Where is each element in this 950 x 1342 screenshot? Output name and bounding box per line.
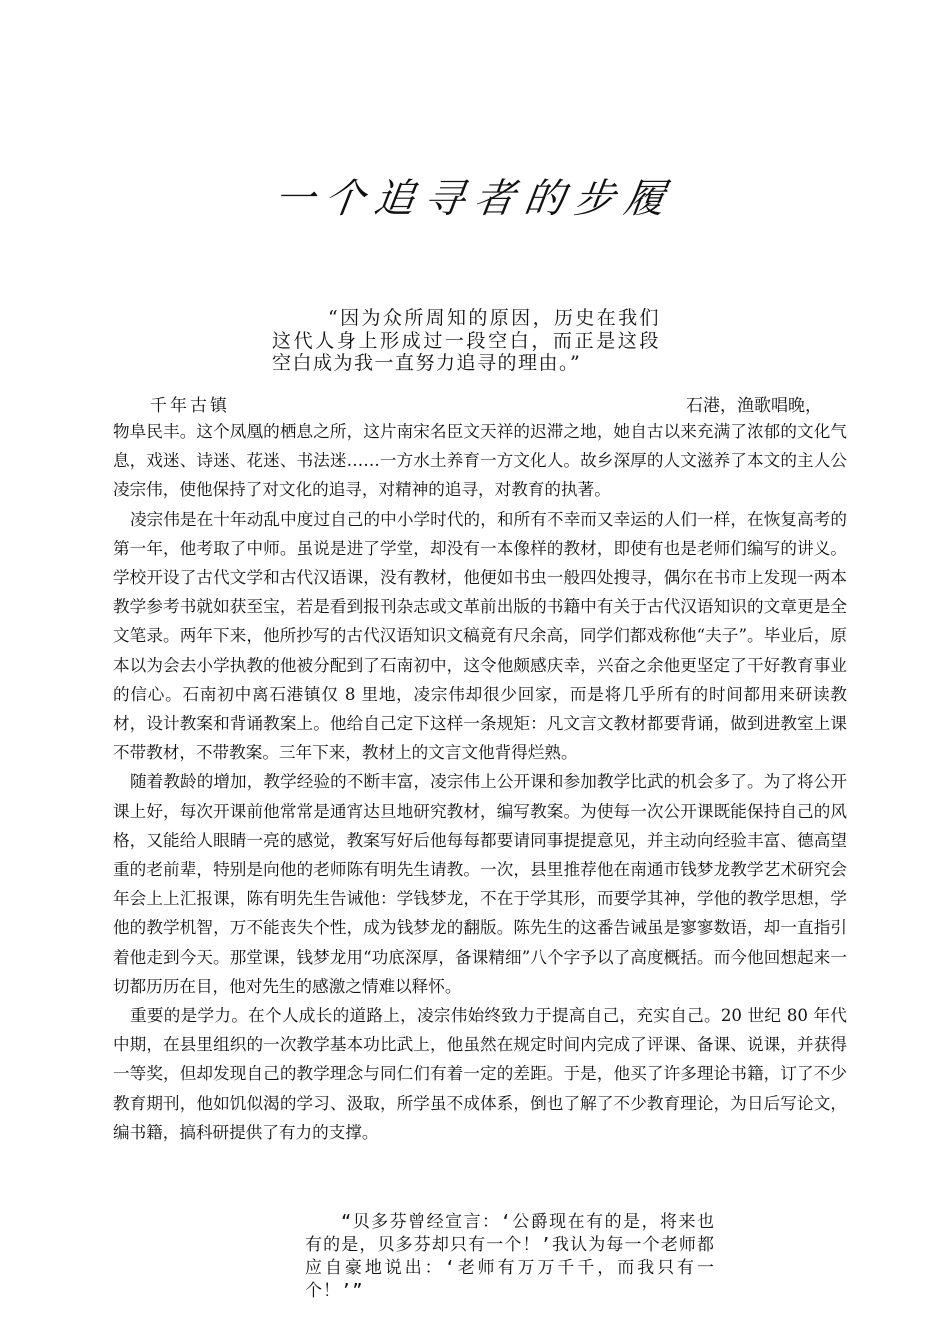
lead-text-right: 石港，渔歌唱晚， bbox=[686, 396, 822, 416]
epigraph-top-text: “因为众所周知的原因，历史在我们这代人身上形成过一段空白，而正是这段空白成为我一直努力追寻的理由。” bbox=[272, 307, 660, 374]
paragraph: 凌宗伟是在十年动乱中度过自己的中小学时代的，和所有不幸而又幸运的人们一样，在恢复高考的第一年，他考取了中师。虽说是进了学堂，却没有一本像样的教材，即使有也是老师们编写的讲义。学校开设了古代文学和古代汉语课，没有教材，他便如书虫一般四处搜寻，偶尔在书市上发现一两本教学参考书就如获至宝，若是看到报刊杂志或文革前出版的书籍中有关于古代汉语知识的文章更是全文笔录。两年下来，他所抄写的古代汉语知识文稿竟有尺余高，同学们都戏称他“夫子”。毕业后，原本以为会去小学执教的他被分配到了石南初中，这令他颇感庆幸，兴奋之余他更坚定了干好教育事业的信心。石南初中离石港镇仅 8 里地，凌宗伟却很少回家，而是将几乎所有的时间都用来研读教材，设计教案和背诵教案上。他给自己定下这样一条规矩：凡文言文教材都要背诵，做到进教室上课不带教材，不带教案。三年下来，教材上的文言文他背得烂熟。 bbox=[113, 509, 847, 763]
epigraph-bottom-text: “贝多芬曾经宣言：‘公爵现在有的是，将来也有的是，贝多芬却只有一个！’我认为每一个老师都应自豪地说出：‘老师有万万千千，而我只有一个！’” bbox=[305, 1212, 715, 1301]
lead-text-left: 千年古镇 bbox=[150, 396, 230, 416]
epigraph-bottom bbox=[305, 1211, 715, 1303]
paragraph: 随着教龄的增加，教学经验的不断丰富，凌宗伟上公开课和参加教学比武的机会多了。为了将公开课上好，每次开课前他常常是通宵达旦地研究教材，编写教案。为使每一次公开课既能保持自己的风格，又能给人眼睛一亮的感觉，教案写好后他每每都要请同事提提意见，并主动向经验丰富、德高望重的老前辈，特别是向他的老师陈有明先生请教。一次，县里推荐他在南通市钱梦龙教学艺术研究会年会上上汇报课，陈有明先生告诫他：学钱梦龙，不在于学其形，而要学其神，学他的教学思想，学他的教学机智，万不能丧失个性，成为钱梦龙的翻版。陈先生的这番告诫虽是寥寥数语，却一直指引着他走到今天。那堂课，钱梦龙用“功底深厚，备课精细”八个字予以了高度概括。而今他回想起来一切都历历在目，他对先生的感激之情难以释怀。 bbox=[113, 772, 847, 996]
epigraph-top bbox=[272, 307, 660, 375]
paragraph: 重要的是学力。在个人成长的道路上，凌宗伟始终致力于提高自己，充实自己。20 世纪 80 年代中期，在县里组织的一次教学基本功比武上，他虽然在规定时间内完成了评课、备课、说课，并获得一等奖，但却发现自己的教学理念与同仁们有着一定的差距。于是，他买了许多理论书籍，订了不少教育期刊，他如饥似渴的学习、汲取，所学虽不成体系，倒也了解了不少教育理论，为日后写论文，编书籍，搞科研提供了有力的支撑。 bbox=[113, 1006, 847, 1142]
article-body bbox=[113, 417, 847, 1147]
page-title: 一个追寻者的步履 bbox=[271, 175, 678, 222]
paragraph: 物阜民丰。这个凤凰的栖息之所，这片南宋名臣文天祥的迟滞之地，她自古以来充满了浓郁的文化气息，戏迷、诗迷、花迷、书法迷……一方水土养育一方文化人。故乡深厚的人文滋养了本文的主人公凌宗伟，使他保持了对文化的追寻，对精神的追寻，对教育的执著。 bbox=[113, 422, 847, 500]
